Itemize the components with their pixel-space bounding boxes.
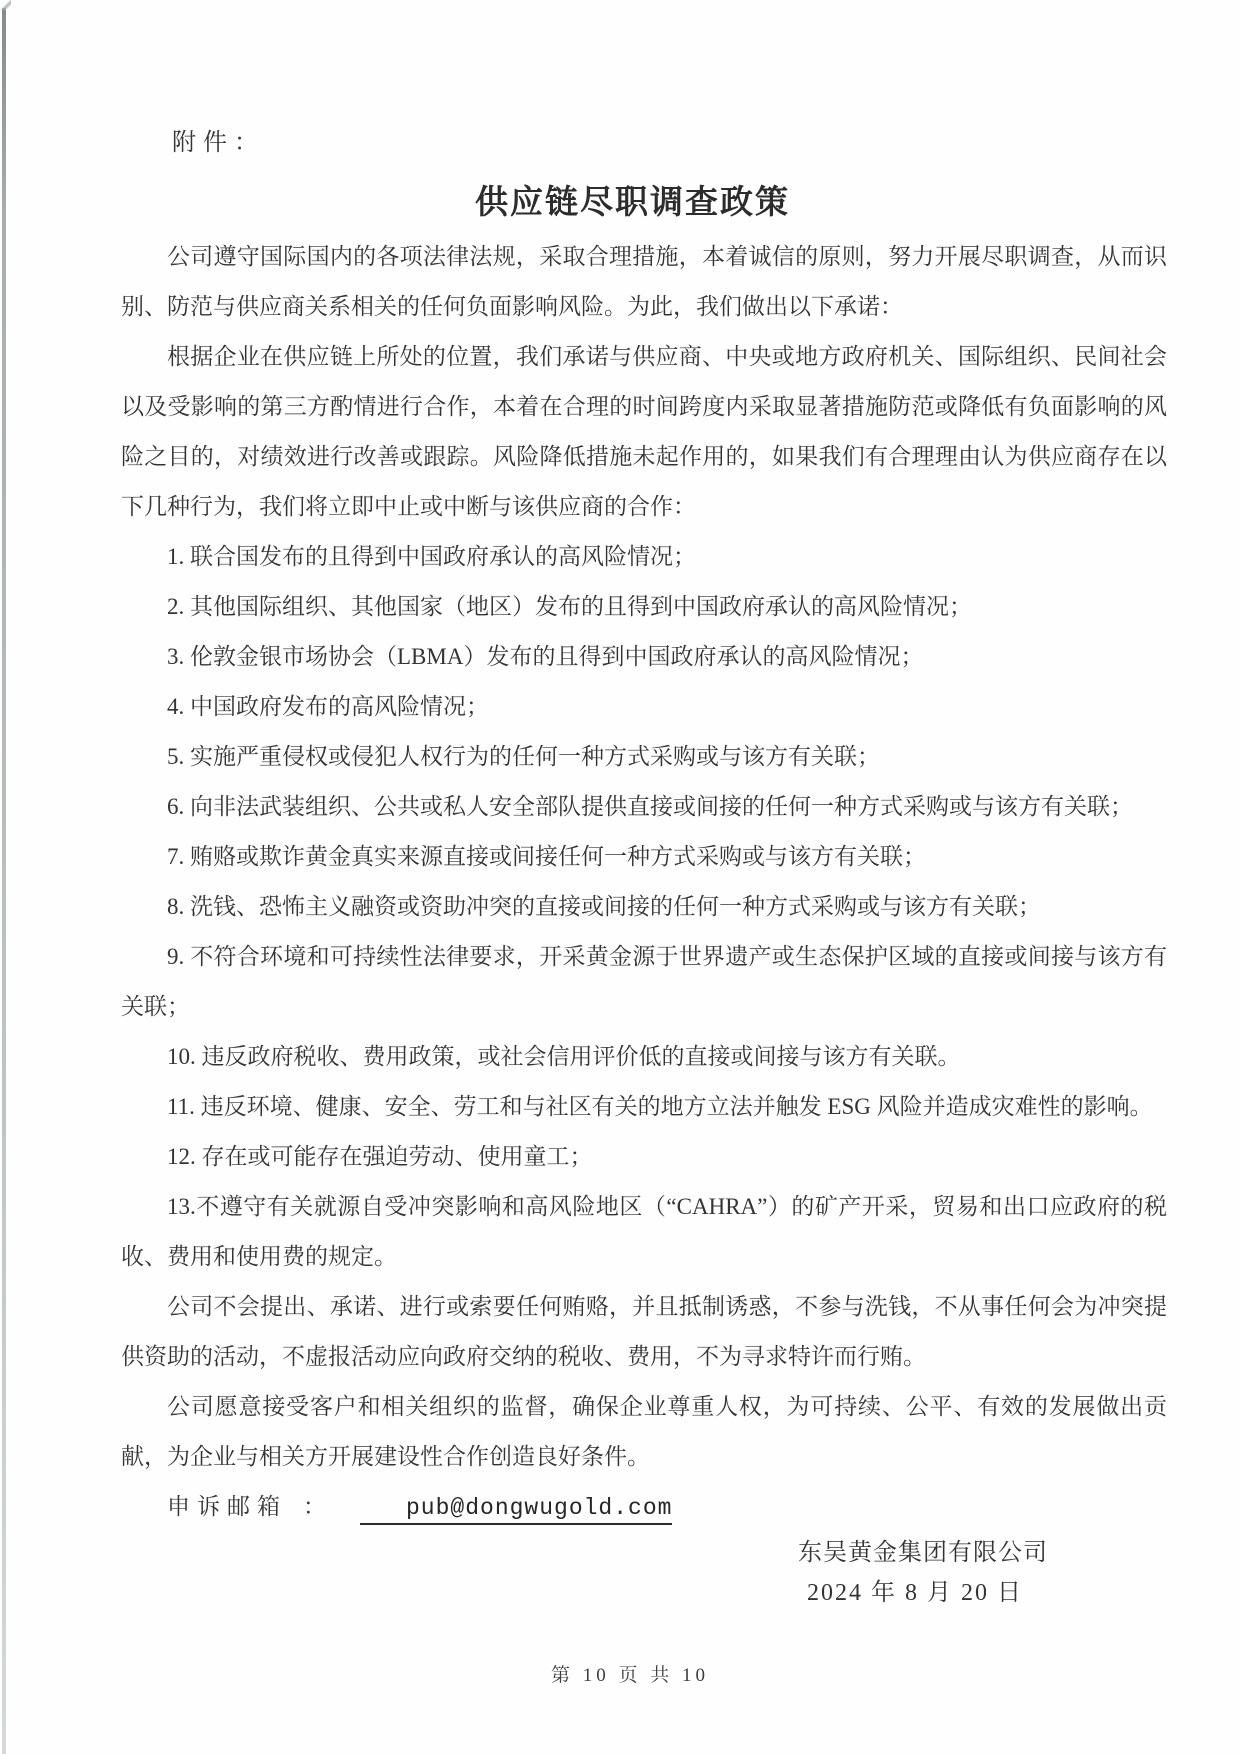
policy-list-item-7: 7. 贿赂或欺诈黄金真实来源直接或间接任何一种方式采购或与该方有关联；	[167, 844, 926, 869]
policy-list-item-9: 9. 不符合环境和可持续性法律要求，开采黄金源于世界遗产或生态保护区域的直接或间接与该方有关联；	[121, 944, 1167, 1019]
policy-list-item-3: 3. 伦敦金银市场协会（LBMA）发布的且得到中国政府承认的高风险情况；	[167, 644, 924, 669]
appeal-email-colon: ：	[303, 1494, 326, 1519]
appeal-email-line	[121, 1482, 1167, 1532]
attachment-label: 附件：	[172, 130, 265, 156]
closing-paragraph: 公司不会提出、承诺、进行或索要任何贿赂，并且抵制诱惑，不参与洗钱，不从事任何会为冲突提供资助的活动，不虚报活动应向政府交纳的税收、费用，不为寻求特许而行贿。	[121, 1294, 1167, 1369]
policy-list-item-12: 12. 存在或可能存在强迫劳动、使用童工；	[167, 1144, 593, 1169]
policy-list-item-1: 1. 联合国发布的且得到中国政府承认的高风险情况；	[167, 544, 696, 569]
document-title: 供应链尽职调查政策	[475, 185, 790, 221]
signature-company-name: 东吴黄金集团有限公司	[798, 1540, 1048, 1566]
page-number-footer: 第 10 页 共 10	[550, 1665, 709, 1686]
policy-list-item-6: 6. 向非法武装组织、公共或私人安全部队提供直接或间接的任何一种方式采购或与该方有关联；	[167, 794, 1133, 819]
policy-list-item-5: 5. 实施严重侵权或侵犯人权行为的任何一种方式采购或与该方有关联；	[167, 744, 880, 769]
policy-list-item-2: 2. 其他国际组织、其他国家（地区）发布的且得到中国政府承认的高风险情况；	[167, 594, 972, 619]
policy-list-item-4: 4. 中国政府发布的高风险情况；	[167, 694, 489, 719]
signature-block	[0, 1533, 1240, 1613]
policy-list-item-8: 8. 洗钱、恐怖主义融资或资助冲突的直接或间接的任何一种方式采购或与该方有关联；	[167, 894, 1041, 919]
policy-list-item-13: 13.不遵守有关就源自受冲突影响和高风险地区（“CAHRA”）的矿产开采，贸易和出口应政府的税收、费用和使用费的规定。	[121, 1194, 1167, 1269]
document-body	[121, 232, 1167, 1532]
signature-date: 2024 年 8 月 20 日	[807, 1580, 1023, 1606]
intro-paragraph: 公司遵守国际国内的各项法律法规，采取合理措施，本着诚信的原则，努力开展尽职调查，从而识别、防范与供应商关系相关的任何负面影响风险。为此，我们做出以下承诺：	[121, 244, 1167, 319]
policy-list-item-11: 11. 违反环境、健康、安全、劳工和与社区有关的地方立法并触发 ESG 风险并造成灾难性的影响。	[167, 1094, 1153, 1119]
intro-paragraph: 根据企业在供应链上所处的位置，我们承诺与供应商、中央或地方政府机关、国际组织、民间社会以及受影响的第三方酌情进行合作，本着在合理的时间跨度内采取显著措施防范或降低有负面影响的风险之目的，对绩效进行改善或跟踪。风险降低措施未起作用的，如果我们有合理理由认为供应商存在以下几种行为，我们将立即中止或中断与该供应商的合作：	[121, 344, 1167, 519]
appeal-email-address: pub@dongwugold.com	[360, 1493, 672, 1525]
scan-edge-corner-artifact	[1, 0, 11, 10]
scan-edge-artifact	[2, 8, 6, 1754]
closing-paragraph: 公司愿意接受客户和相关组织的监督，确保企业尊重人权，为可持续、公平、有效的发展做出贡献，为企业与相关方开展建设性合作创造良好条件。	[121, 1394, 1167, 1469]
policy-list-item-10: 10. 违反政府税收、费用政策，或社会信用评价低的直接或间接与该方有关联。	[167, 1044, 961, 1069]
appeal-email-label: 申诉邮箱	[167, 1494, 287, 1519]
